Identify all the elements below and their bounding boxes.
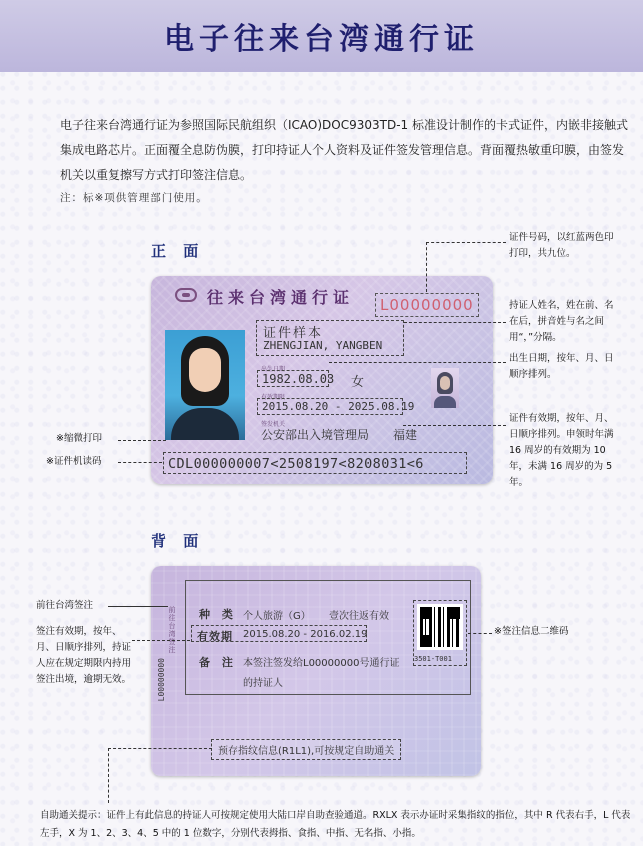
micro-print-note: ※缩微打印 xyxy=(56,433,102,444)
entries-value: 壹次往返有效 xyxy=(329,611,389,622)
card-number-note: 证件号码，以红蓝两色印打印，共九位。 xyxy=(509,232,614,259)
validity-value: 2015.08.20 - 2025.08.19 xyxy=(262,400,415,413)
remark-value: 本签注签发给L00000000号通行证的持证人 xyxy=(243,658,400,689)
footer-note: 自助通关提示：证件上有此信息的持证人可按规定使用大陆口岸自助查验通道。RXLX 表示办证时采集指纹的指位，其中 R 代表右手，L 代表左手，X 为 1、2、3、4、5 中的 1 位数字，分别代表拇指、食指、中指、无名指、小指。 xyxy=(40,810,631,839)
type-label: 种 类 xyxy=(199,608,237,621)
front-card xyxy=(151,276,493,484)
dob-value: 1982.08.03 xyxy=(262,372,335,386)
holder-photo xyxy=(165,330,245,440)
qr-caption: 3501-T001 xyxy=(414,655,452,663)
back-card xyxy=(151,566,481,776)
header-banner xyxy=(0,0,643,72)
validity-note: 证件有效期，按年、月、日顺序排列。申领时年满 16 周岁的有效期为 10 年，未满 16 周岁的为 5 年。 xyxy=(509,413,614,488)
issue-place: 福建 xyxy=(393,428,418,442)
destination-note: 前往台湾签注 xyxy=(36,600,94,611)
endorsement-validity-label: 有效期 xyxy=(197,630,233,643)
card-number: L00000000 xyxy=(375,293,479,317)
intro-paragraph: 电子往来台湾通行证为参照国际民航组织（ICAO)DOC9303TD-1 标准设计制作的卡式证件，内嵌非接触式集成电路芯片。正面覆全息防伪膜，打印持证人个人资料及证件签发管理信息。背面覆热敏重印膜，由签发机关以重复擦写方式打印签注信息。 xyxy=(60,118,628,182)
sex-value: 女 xyxy=(351,375,365,390)
back-section-title: 背 面 xyxy=(151,532,205,550)
dob-label: 出生日期 xyxy=(261,366,286,373)
ghost-photo xyxy=(431,368,459,408)
endorsement-vertical-number: L00000000 xyxy=(157,658,166,702)
endorsement-validity-value: 2015.08.20 - 2016.02.19 xyxy=(243,629,368,640)
issuer-label: 签发机关 xyxy=(261,421,286,428)
intro-note: 注：标※项供管理部门使用。 xyxy=(60,192,208,204)
name-note: 持证人姓名，姓在前、名在后，拼音姓与名之间用“，”分隔。 xyxy=(509,300,614,343)
dob-note: 出生日期，按年、月、日顺序排列。 xyxy=(509,353,614,380)
qr-code xyxy=(417,604,463,650)
emblem-icon xyxy=(175,288,197,302)
issuer-value: 公安部出入境管理局 xyxy=(261,428,370,442)
endorsement-validity-note: 签注有效期，按年、月、日顺序排列，持证人应在规定期限内持用签注出境，逾期无效。 xyxy=(36,626,132,685)
validity-label: 有效期限 xyxy=(261,394,286,401)
card-title: 往来台湾通行证 xyxy=(207,288,355,307)
front-section-title: 正 面 xyxy=(151,242,205,260)
page-title: 电子往来台湾通行证 xyxy=(164,22,479,57)
mrz-line: CDL000000007<2508197<8208031<6 xyxy=(168,456,424,472)
fingerprint-info: 预存指纹信息(R1L1),可按规定自助通关 xyxy=(211,739,401,760)
remark-label: 备 注 xyxy=(199,656,237,669)
mrz-note: ※证件机读码 xyxy=(46,456,102,467)
endorsement-vertical-label: 前往台湾签注 xyxy=(168,606,176,654)
name-cn: 证件样本 xyxy=(263,326,324,341)
type-value: 个人旅游（G） xyxy=(243,611,311,622)
qr-note: ※签注信息二维码 xyxy=(494,626,569,637)
name-pinyin: ZHENGJIAN, YANGBEN xyxy=(263,339,383,352)
